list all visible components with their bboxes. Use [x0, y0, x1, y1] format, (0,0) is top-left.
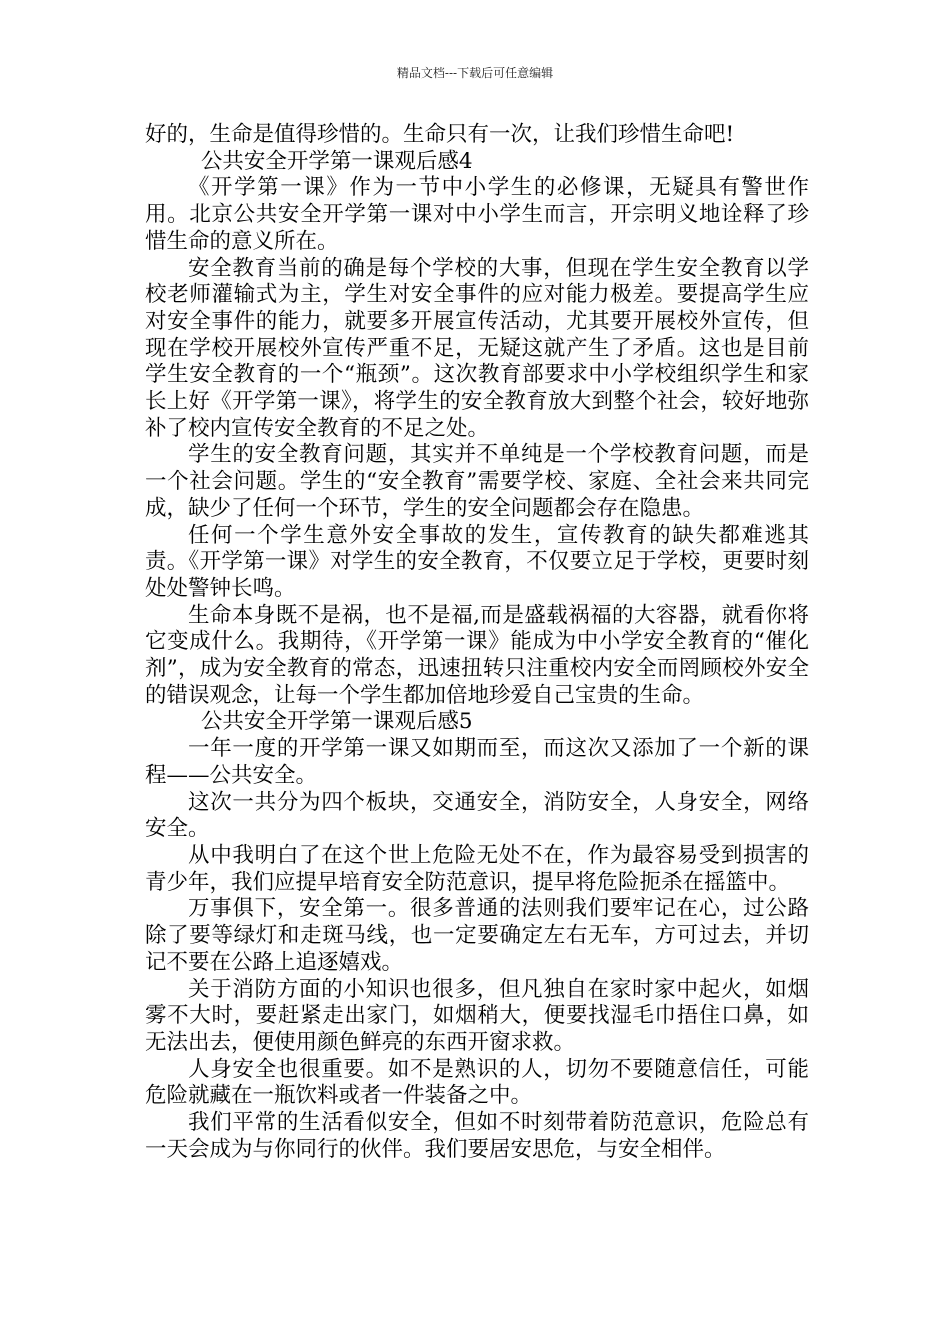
- paragraph: 《开学第一课》作为一节中小学生的必修课，无疑具有警世作用。北京公共安全开学第一课对中小学生而言，开宗明义地诠释了珍惜生命的意义所在。: [145, 175, 809, 254]
- paragraph: 一年一度的开学第一课又如期而至，而这次又添加了一个新的课程——公共安全。: [145, 736, 809, 788]
- paragraph: 我们平常的生活看似安全，但如不时刻带着防范意识，危险总有一天会成为与你同行的伙伴。我们要居安思危，与安全相伴。: [145, 1110, 809, 1162]
- document-body: [145, 122, 809, 1163]
- paragraph: 关于消防方面的小知识也很多，但凡独自在家时家中起火，如烟雾不大时，要赶紧走出家门，如烟稍大，便要找湿毛巾捂住口鼻，如无法出去，便使用颜色鲜亮的东西开窗求救。: [145, 976, 809, 1055]
- paragraph: 从中我明白了在这个世上危险无处不在，作为最容易受到损害的青少年，我们应提早培育安全防范意识，提早将危险扼杀在摇篮中。: [145, 842, 809, 895]
- paragraph: 安全教育当前的确是每个学校的大事，但现在学生安全教育以学校老师灌输式为主，学生对安全事件的应对能力极差。要提高学生应对安全事件的能力，就要多开展宣传活动，尤其要开展校外宣传，但现在学校开展校外宣传严重不足，无疑这就产生了矛盾。这也是目前学生安全教育的一个“瓶颈”。这次教育部要求中小学校组织学生和家长上好《开学第一课》，将学生的安全教育放大到整个社会，较好地弥补了校内宣传安全教育的不足之处。: [145, 255, 809, 441]
- page-header: 精品文档---下载后可任意编辑: [396, 66, 554, 80]
- paragraph: 任何一个学生意外安全事故的发生，宣传教育的缺失都难逃其责。《开学第一课》对学生的安全教育，不仅要立足于学校，更要时刻处处警钟长鸣。: [145, 522, 809, 601]
- paragraph: 人身安全也很重要。如不是熟识的人，切勿不要随意信任，可能危险就藏在一瓶饮料或者一件装备之中。: [145, 1056, 809, 1109]
- paragraph: 学生的安全教育问题，其实并不单纯是一个学校教育问题，而是一个社会问题。学生的“安全教育”需要学校、家庭、全社会来共同完成，缺少了任何一个环节，学生的安全问题都会存在隐患。: [145, 442, 809, 521]
- paragraph: 生命本身既不是祸，也不是福,而是盛载祸福的大容器，就看你将它变成什么。我期待，《开学第一课》能成为中小学安全教育的“催化剂”，成为安全教育的常态，迅速扭转只注重校内安全而罔顾校外安全的错误观念，让每一个学生都加倍地珍爱自己宝贵的生命。: [145, 602, 809, 708]
- paragraph: 这次一共分为四个板块，交通安全，消防安全，人身安全，网络安全。: [145, 789, 809, 842]
- paragraph: 万事俱下，安全第一。很多普通的法则我们要牢记在心，过公路除了要等绿灯和走斑马线，也一定要确定左右无车，方可过去，并切记不要在公路上追逐嬉戏。: [145, 896, 809, 975]
- section-heading-5: 公共安全开学第一课观后感5: [200, 709, 473, 735]
- paragraph-continued: 好的，生命是值得珍惜的。生命只有一次，让我们珍惜生命吧!: [145, 122, 735, 147]
- section-heading-4: 公共安全开学第一课观后感4: [200, 148, 473, 174]
